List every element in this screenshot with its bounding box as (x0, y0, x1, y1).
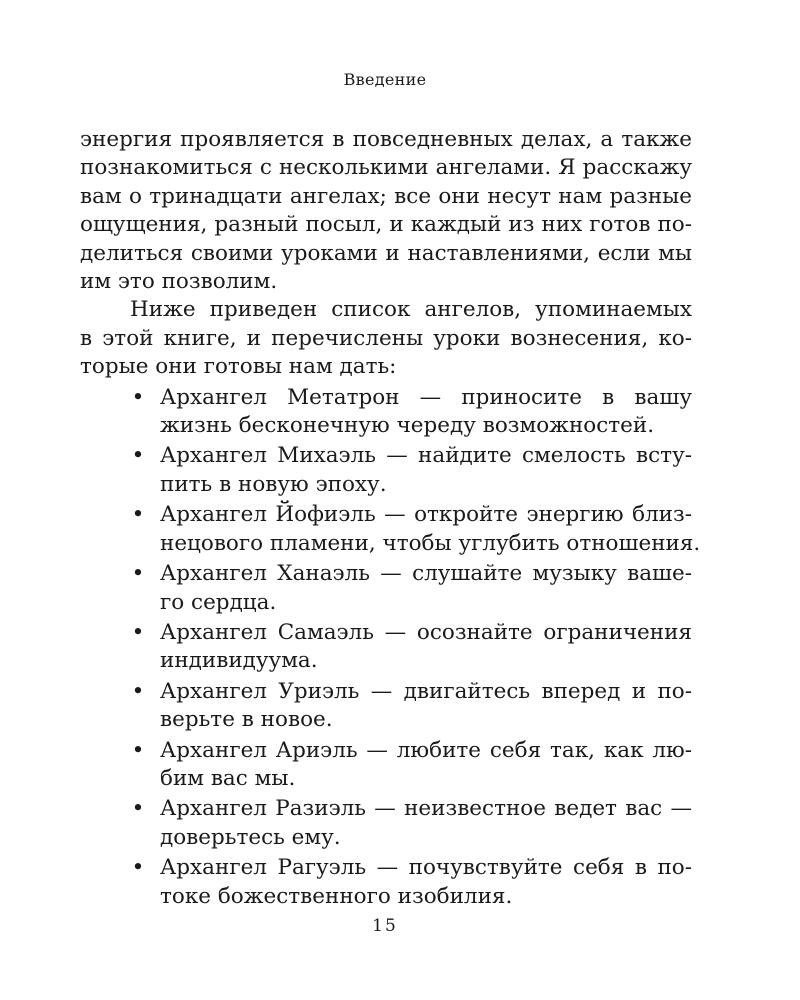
text-line: доверьтесь ему. (160, 824, 341, 850)
text-line: индивидуума. (160, 648, 318, 674)
bullet-icon: • (131, 443, 145, 469)
text-line: Ниже приведен список ангелов, упоминаемых (130, 297, 692, 323)
page-number: 15 (372, 916, 398, 936)
text-line: нецового пламени, чтобы углубить отношения. (160, 530, 701, 556)
text-line: жизнь бесконечную череду возможностей. (160, 413, 655, 439)
text-line: торые они готовы нам дать: (80, 354, 397, 380)
text-line: Архангел Ариэль — любите себя так, как лю- (160, 737, 692, 763)
text-line: ощущения, разный посыл, и каждый из них готов по- (80, 212, 692, 238)
paragraph-2 (80, 296, 692, 381)
bullet-icon: • (131, 561, 145, 587)
body-text (80, 126, 701, 911)
text-line: вам о тринадцати ангелах; все они несут нам разные (80, 183, 692, 209)
text-line: пить в новую эпоху. (160, 471, 387, 497)
text-line: Архангел Рагуэль — почувствуйте себя в по- (160, 855, 692, 881)
bullet-icon: • (131, 855, 145, 881)
bullet-icon: • (131, 678, 145, 704)
list-item (80, 678, 692, 735)
list-item (80, 619, 692, 676)
text-line: Архангел Уриэль — двигайтесь вперед и по- (160, 678, 692, 704)
list-item (80, 384, 692, 441)
bullet-icon: • (131, 796, 145, 822)
list-item (80, 560, 692, 617)
list-item (80, 442, 692, 499)
text-line: Архангел Разиэль — неизвестное ведет вас — (160, 796, 692, 822)
text-line: познакомиться с несколькими ангелами. Я расскажу (80, 155, 692, 181)
angel-list (80, 384, 701, 911)
text-line: энергия проявляется в повседневных делах, а также (80, 127, 692, 152)
text-line: го сердца. (160, 589, 277, 615)
list-item (80, 854, 692, 911)
text-line: бим вас мы. (160, 765, 296, 791)
text-line: Архангел Йофиэль — откройте энергию близ- (160, 502, 692, 528)
bullet-icon: • (131, 619, 145, 645)
list-item (80, 501, 701, 558)
text-line: Архангел Метатрон — приносите в вашу (160, 384, 692, 410)
text-line: Архангел Михаэль — найдите смелость всту- (160, 443, 692, 469)
text-line: в этой книге, и перечислены уроки вознесения, ко- (80, 325, 692, 351)
text-line: Архангел Самаэль — осознайте ограничения (160, 619, 692, 645)
running-head: Введение (343, 70, 427, 89)
text-line: верьте в новое. (160, 707, 333, 733)
bullet-icon: • (131, 502, 145, 528)
bullet-icon: • (131, 737, 145, 763)
text-line: токе божественного изобилия. (160, 883, 513, 909)
text-line: Архангел Ханаэль — слушайте музыку ваше- (160, 561, 692, 587)
text-line: делиться своими уроками и наставлениями, если мы (80, 240, 692, 266)
bullet-icon: • (131, 384, 145, 410)
paragraph-1 (80, 126, 692, 296)
text-line: им это позволим. (80, 269, 278, 295)
list-item (80, 737, 692, 794)
list-item (80, 795, 692, 852)
